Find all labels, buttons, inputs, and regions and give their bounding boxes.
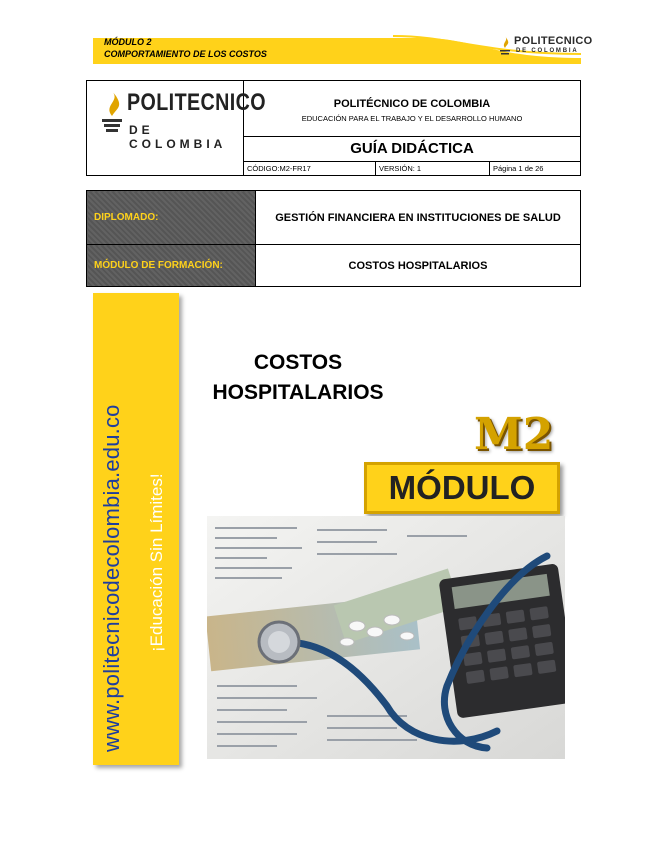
institution-tagline: EDUCACIÓN PARA EL TRABAJO Y EL DESARROLLO HUMANO [301,114,523,124]
document-version: VERSIÓN: 1 [376,161,490,175]
module-value: COSTOS HOSPITALARIOS [256,245,581,287]
institution-logo-cell [87,81,267,176]
flame-icon [498,35,512,57]
module-code: M2 [474,409,554,460]
institution-logo-top: POLITECNICO [127,89,267,116]
header-logo-bottom: DE COLOMBIA [516,48,579,54]
cover-title [193,348,403,408]
institution-logo [93,87,267,151]
side-banner-url: www.politecnicodecolombia.edu.co [99,404,124,752]
cover-title-line1: COSTOS [253,351,343,374]
institution-logo-bottom: DE COLOMBIA [129,123,227,151]
document-code: CÓDIGO:M2-FR17 [244,161,376,175]
diploma-value: GESTIÓN FINANCIERA EN INSTITUCIONES DE SALUD [256,191,581,245]
institution-title-cell [244,81,581,137]
header-subtitle: COMPORTAMIENTO DE LOS COSTOS [104,49,267,59]
page-number: Página 1 de 26 [490,161,581,175]
institution-table [86,80,581,176]
document-type: GUÍA DIDÁCTICA [244,137,581,162]
module-badge-text: MÓDULO [388,469,536,506]
header-logo-top: POLITECNICO [514,35,593,47]
cover-photo [207,516,565,759]
cover-title-line2: HOSPITALARIOS [212,381,384,404]
institution-name: POLITÉCNICO DE COLOMBIA [333,98,491,111]
diploma-label: DIPLOMADO: [87,191,256,245]
torch-icon [99,89,125,133]
module-label: MÓDULO DE FORMACIÓN: [87,245,256,287]
module-badge [364,462,560,514]
header-logo [496,33,593,61]
header-module: MÓDULO 2 [104,37,152,47]
side-banner-slogan: ¡Educación Sin Límites! [147,473,166,652]
cover-photo-illustration [207,516,565,759]
program-table [86,190,581,287]
